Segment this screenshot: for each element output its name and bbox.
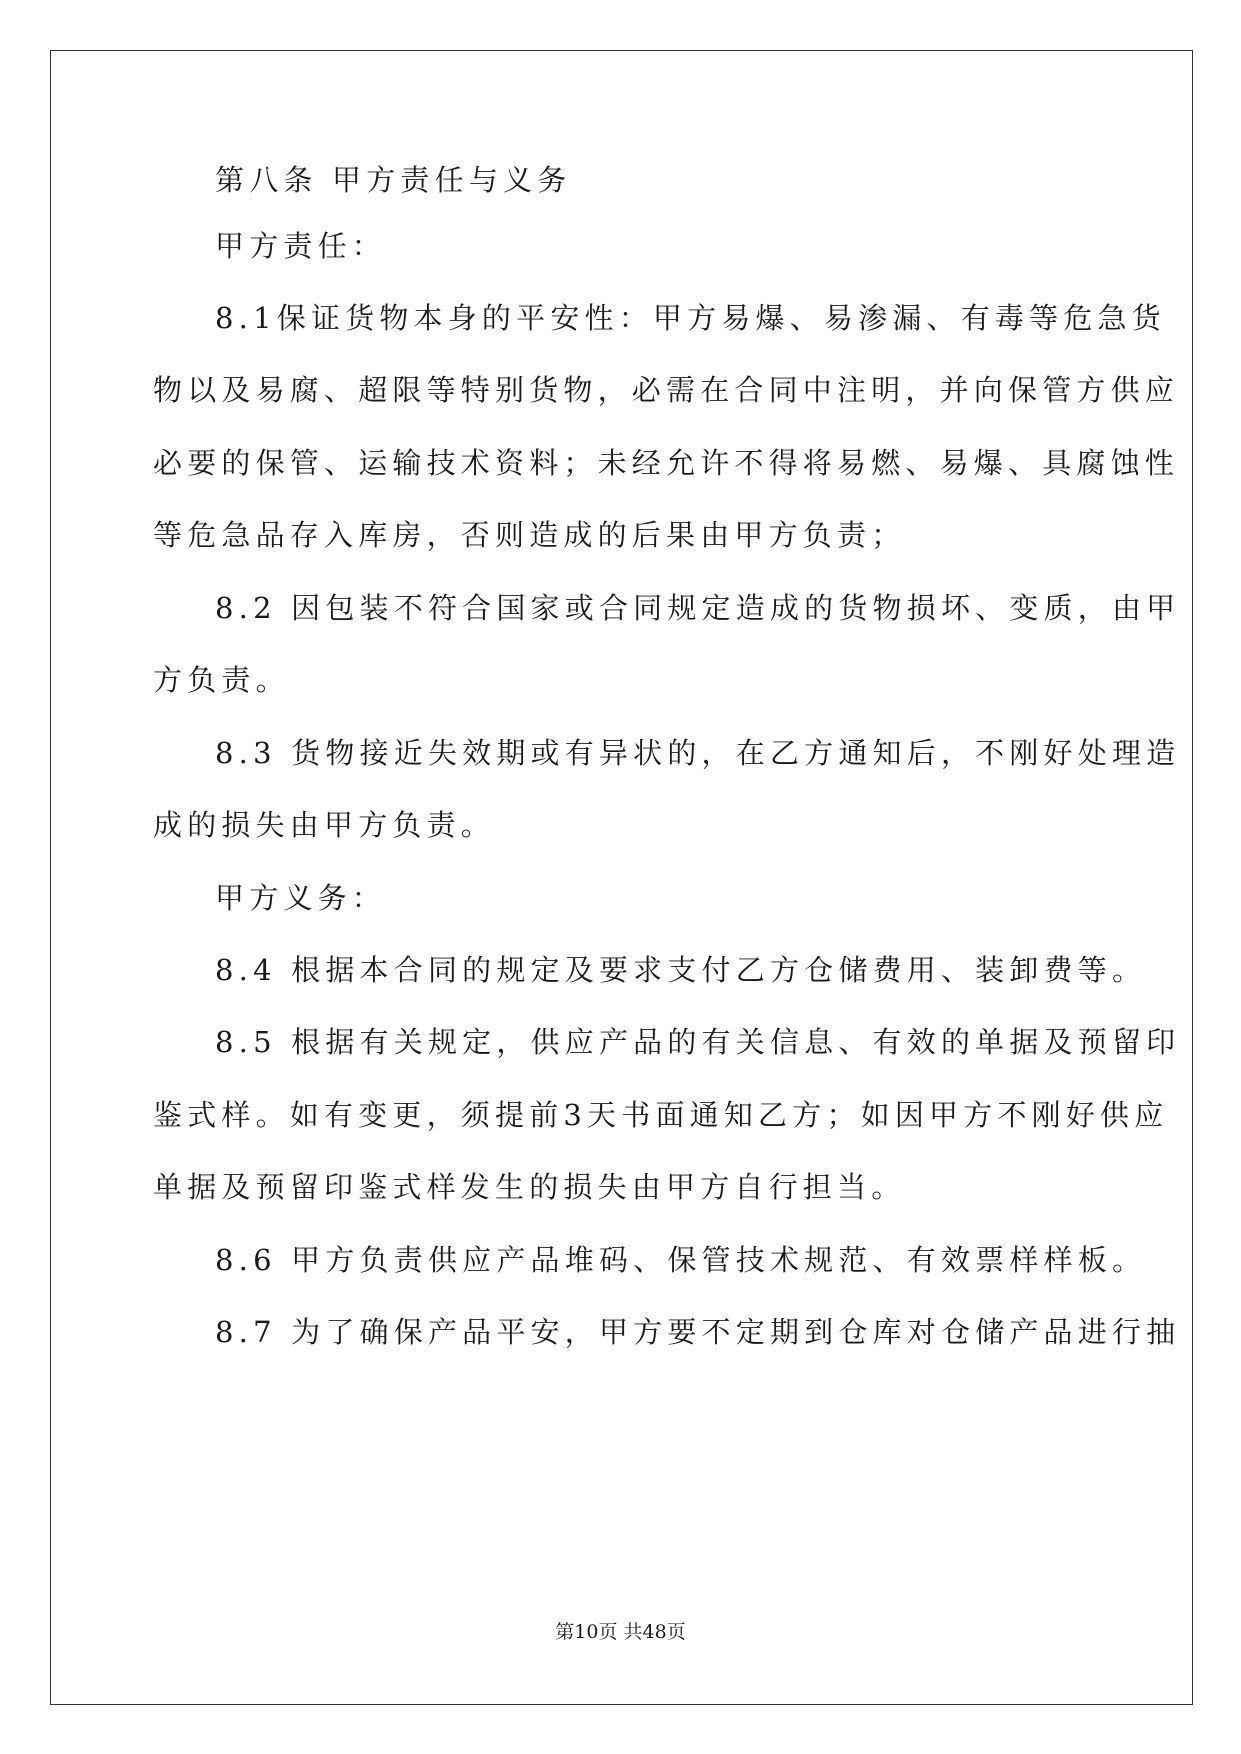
clause-8-7-line-1: 8.7 为了确保产品平安，甲方要不定期到仓库对仓储产品进行抽 — [215, 1315, 1181, 1349]
clause-8-6: 8.6 甲方负责供应产品堆码、保管技术规范、有效票样样板。 — [215, 1243, 1147, 1277]
clause-8-3-line-2: 成的损失由甲方负责。 — [153, 808, 496, 842]
article-heading: 第八条 甲方责任与义务 — [215, 163, 572, 197]
clause-8-1-line-1: 8.1保证货物本身的平安性：甲方易爆、易渗漏、有毒等危急货 — [215, 301, 1166, 335]
page-number-footer: 第10页 共48页 — [555, 1621, 686, 1643]
clause-8-3-line-1: 8.3 货物接近失效期或有异状的，在乙方通知后，不刚好处理造 — [215, 736, 1181, 770]
clause-8-5-line-3: 单据及预留印鉴式样发生的损失由甲方自行担当。 — [153, 1170, 906, 1204]
obligation-label: 甲方义务： — [215, 881, 387, 915]
clause-8-1-line-4: 等危急品存入库房，否则造成的后果由甲方负责； — [153, 518, 906, 552]
clause-8-2-line-1: 8.2 因包装不符合国家或合同规定造成的货物损坏、变质，由甲 — [215, 591, 1181, 625]
clause-8-5-line-2: 鉴式样。如有变更，须提前3天书面通知乙方；如因甲方不刚好供应 — [153, 1098, 1169, 1132]
clause-8-5-line-1: 8.5 根据有关规定，供应产品的有关信息、有效的单据及预留印 — [215, 1025, 1181, 1059]
responsibility-label: 甲方责任： — [215, 229, 387, 263]
clause-8-1-line-3: 必要的保管、运输技术资料；未经允许不得将易燃、易爆、具腐蚀性 — [153, 446, 1180, 480]
clause-8-4: 8.4 根据本合同的规定及要求支付乙方仓储费用、装卸费等。 — [215, 953, 1147, 987]
clause-8-1-line-2: 物以及易腐、超限等特别货物，必需在合同中注明，并向保管方供应 — [153, 373, 1180, 407]
clause-8-2-line-2: 方负责。 — [153, 663, 290, 697]
